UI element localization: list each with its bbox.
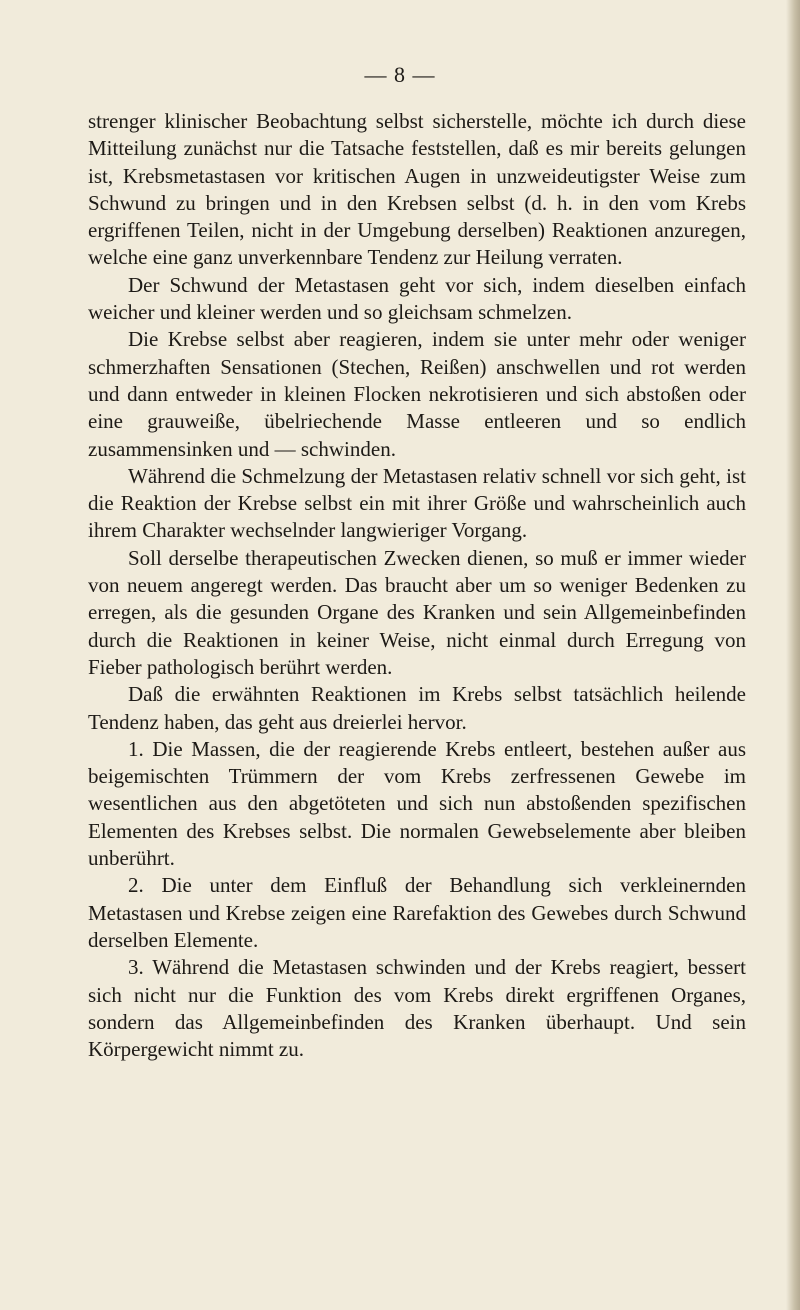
body-text xyxy=(88,108,746,1063)
page-number: — 8 — xyxy=(364,62,436,87)
page-edge-shadow xyxy=(786,0,800,1310)
numbered-point-1: 1. Die Massen, die der reagierende Krebs entleert, bestehen außer aus beigemischten Trümmern der vom Krebs zerfressenen Gewebe im wesentlichen aus den abgetöteten und sich nun abstoßenden spezifischen Elementen des Krebses selbst. Die normalen Gewebselemente aber bleiben unberührt. xyxy=(88,736,746,871)
paragraph-1: strenger klinischer Beobachtung selbst sicherstelle, möchte ich durch diese Mitteilung zunächst nur die Tatsache feststellen, daß es mir bereits gelungen ist, Krebsmetastasen vor kritischen Augen in unzweideutigster Weise zum Schwund zu bringen und in den Krebsen selbst (d. h. in den vom Krebs ergriffenen Teilen, nicht in der Umgebung derselben) Reaktionen anzuregen, welche eine ganz unverkennbare Tendenz zur Heilung verraten. xyxy=(88,109,746,270)
paragraph-6: Daß die erwähnten Reaktionen im Krebs selbst tatsächlich heilende Tendenz haben, das geht aus dreierlei hervor. xyxy=(88,682,746,734)
numbered-point-3: 3. Während die Metastasen schwinden und der Krebs reagiert, bessert sich nicht nur die Funktion des vom Krebs direkt ergriffenen Organes, sondern das Allgemeinbefinden des Kranken überhaupt. Und sein Körpergewicht nimmt zu. xyxy=(88,955,746,1062)
paragraph-5: Soll derselbe therapeutischen Zwecken dienen, so muß er immer wieder von neuem angeregt werden. Das braucht aber um so weniger Bedenken zu erregen, als die gesunden Organe des Kranken und sein Allgemeinbefinden durch die Reaktionen in keiner Weise, nicht einmal durch Erregung von Fieber pathologisch berührt werden. xyxy=(88,545,746,679)
numbered-point-2: 2. Die unter dem Einfluß der Behandlung sich verkleinernden Metastasen und Krebse zeigen eine Rarefaktion des Gewebes durch Schwund derselben Elemente. xyxy=(88,873,746,952)
paragraph-3: Die Krebse selbst aber reagieren, indem sie unter mehr oder weniger schmerzhaften Sensationen (Stechen, Reißen) anschwellen und rot werden und dann entweder in kleinen Flocken nekrotisieren und sich abstoßen oder eine grauweiße, übelriechende Masse entleeren und so endlich zusammensinken und — schwinden. xyxy=(88,327,746,461)
paragraph-4: Während die Schmelzung der Metastasen relativ schnell vor sich geht, ist die Reaktion der Krebse selbst ein mit ihrer Größe und wahrscheinlich auch ihrem Charakter wechselnder langwieriger Vorgang. xyxy=(88,463,746,543)
paragraph-2: Der Schwund der Metastasen geht vor sich, indem dieselben einfach weicher und kleiner werden und so gleichsam schmelzen. xyxy=(88,272,746,325)
